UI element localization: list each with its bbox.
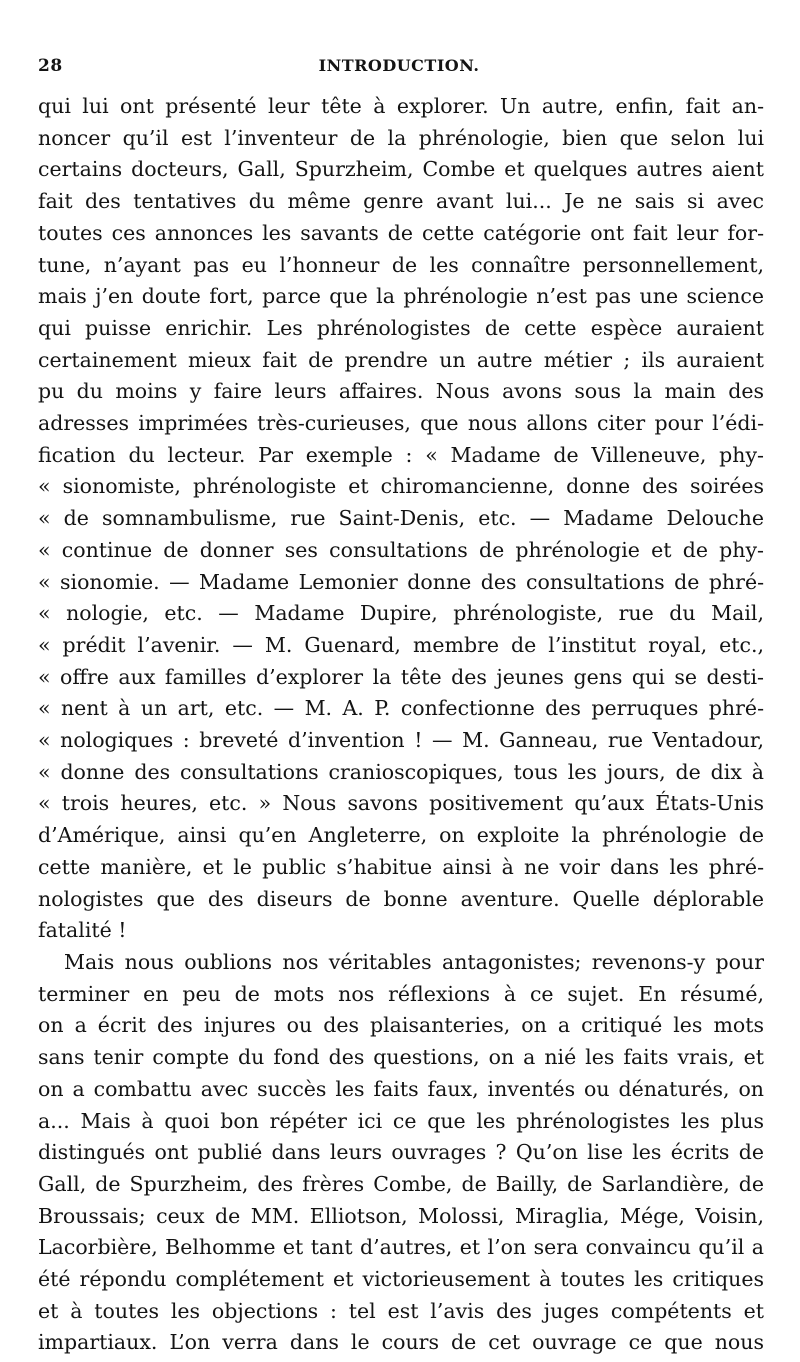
text-line: fication du lecteur. Par exemple : « Madame de Villeneuve, phy- (38, 442, 764, 467)
text-line: « continue de donner ses consultations de phrénologie et de phy- (38, 537, 764, 562)
text-line: certains docteurs, Gall, Spurzheim, Combe et quelques autres aient (38, 157, 764, 182)
text-line: toutes ces annonces les savants de cette catégorie ont fait leur for- (38, 220, 764, 245)
text-line: Lacorbière, Belhomme et tant d’autres, et l’on sera convaincu qu’il a (38, 1235, 764, 1260)
text-line: « donne des consultations cranioscopiques, tous les jours, de dix à (38, 759, 764, 784)
text-line: certainement mieux fait de prendre un autre métier ; ils auraient (38, 347, 764, 372)
text-line: d’Amérique, ainsi qu’en Angleterre, on exploite la phrénologie de (38, 823, 764, 848)
paragraph (38, 91, 764, 947)
text-line: pu du moins y faire leurs affaires. Nous avons sous la main des (38, 379, 764, 404)
text-line: « nologiques : breveté d’invention ! — M. Ganneau, rue Ventadour, (38, 728, 764, 753)
text-line: noncer qu’il est l’inventeur de la phrénologie, bien que selon lui (38, 125, 764, 150)
text-line: Mais nous oublions nos véritables antagonistes; revenons-y pour (64, 949, 764, 974)
text-line: Broussais; ceux de MM. Elliotson, Molossi, Miraglia, Mége, Voisin, (38, 1203, 764, 1228)
text-line: été répondu complétement et victorieusement à toutes les critiques (38, 1267, 764, 1292)
text-line: terminer en peu de mots nos réflexions à ce sujet. En résumé, (38, 981, 764, 1006)
text-line: cette manière, et le public s’habitue ainsi à ne voir dans les phré- (38, 854, 764, 879)
text-line: « prédit l’avenir. — M. Guenard, membre de l’institut royal, etc., (38, 632, 764, 657)
text-line: « sionomiste, phrénologiste et chiromancienne, donne des soirées (38, 474, 764, 499)
text-line: et à toutes les objections : tel est l’avis des juges compétents et (38, 1298, 764, 1323)
text-line: « sionomie. — Madame Lemonier donne des consultations de phré- (38, 569, 764, 594)
text-line: fatalité ! (38, 918, 127, 943)
text-line: sans tenir compte du fond des questions, on a nié les faits vrais, et (38, 1045, 764, 1070)
text-line: fait des tentatives du même genre avant lui... Je ne sais si avec (38, 189, 764, 214)
running-title: INTRODUCTION. (318, 56, 480, 75)
text-line: tune, n’ayant pas eu l’honneur de les connaître personnellement, (38, 252, 764, 277)
text-line: « nologie, etc. — Madame Dupire, phrénologiste, rue du Mail, (38, 601, 764, 626)
text-line: « offre aux familles d’explorer la tête des jeunes gens qui se desti- (38, 664, 764, 689)
running-head (38, 56, 760, 80)
text-line: « de somnambulisme, rue Saint-Denis, etc. — Madame Delouche (38, 506, 764, 531)
text-line: adresses imprimées très-curieuses, que nous allons citer pour l’édi- (38, 411, 764, 436)
text-line: « nent à un art, etc. — M. A. P. confectionne des perruques phré- (38, 696, 764, 721)
text-line: on a écrit des injures ou des plaisanteries, on a critiqué les mots (38, 1013, 764, 1038)
text-line: on a combattu avec succès les faits faux, inventés ou dénaturés, on (38, 1076, 764, 1101)
text-line: « trois heures, etc. » Nous savons positivement qu’aux États-Unis (38, 791, 764, 816)
text-line: qui lui ont présenté leur tête à explorer. Un autre, enfin, fait an- (38, 94, 764, 118)
text-line: Gall, de Spurzheim, des frères Combe, de Bailly, de Sarlandière, de (38, 1171, 764, 1196)
body-text (38, 91, 764, 1359)
page-number: 28 (38, 56, 63, 76)
text-line: nologistes que des diseurs de bonne aventure. Quelle déplorable (38, 886, 764, 911)
text-line: mais j’en doute fort, parce que la phrénologie n’est pas une science (38, 284, 764, 309)
text-line: impartiaux. L’on verra dans le cours de cet ouvrage ce que nous (38, 1330, 764, 1355)
text-line: a... Mais à quoi bon répéter ici ce que les phrénologistes les plus (38, 1108, 764, 1133)
paragraph (38, 947, 764, 1359)
text-line: qui puisse enrichir. Les phrénologistes de cette espèce auraient (38, 315, 764, 340)
text-line: distingués ont publié dans leurs ouvrages ? Qu’on lise les écrits de (38, 1140, 764, 1165)
